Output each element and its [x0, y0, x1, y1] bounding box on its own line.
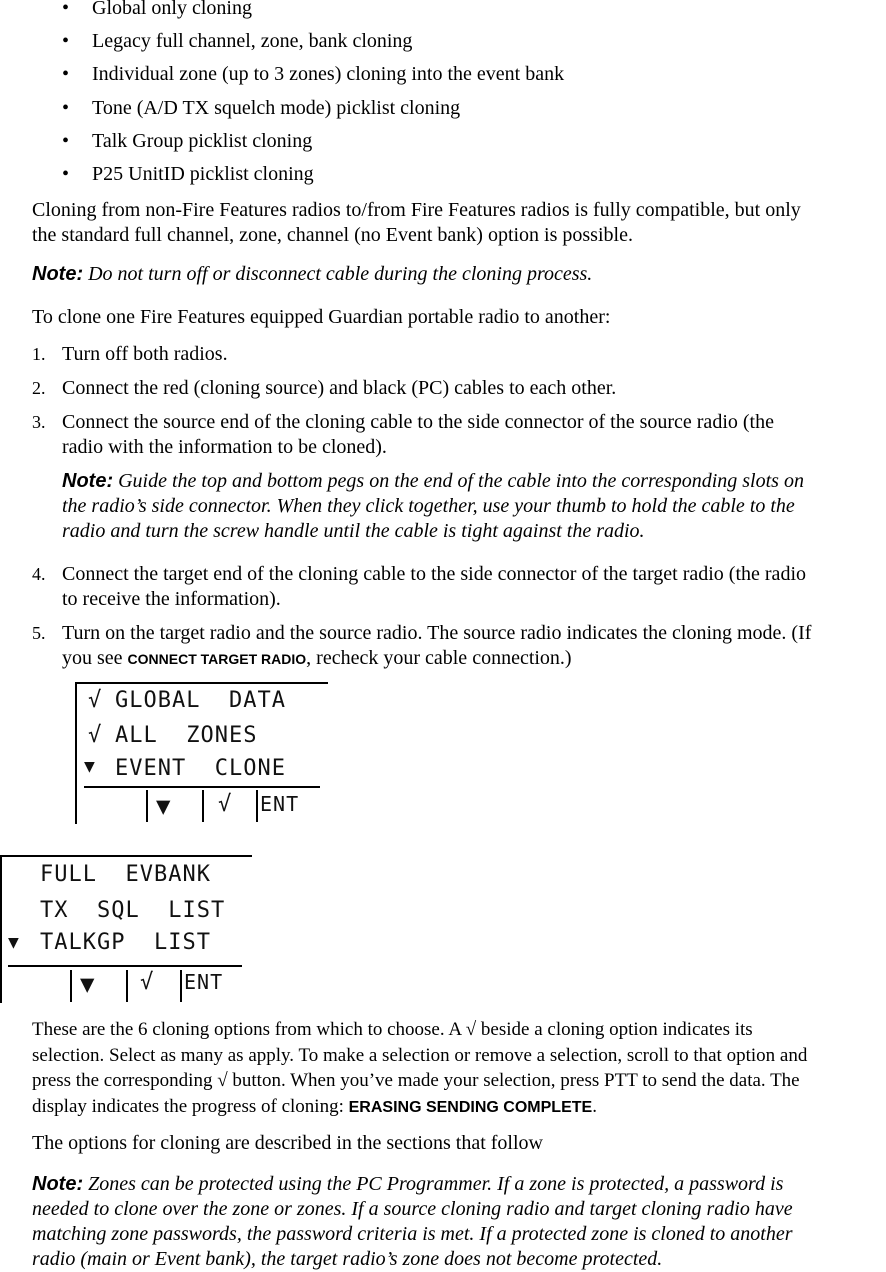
display-left-border: [75, 682, 77, 824]
display-left-border: [0, 855, 2, 1003]
compat-line: Cloning from non-Fire Features radios to/from Fire Features radios is fully compatible, but only: [32, 199, 801, 221]
step-line: radio with the information to be cloned).: [62, 436, 387, 458]
softkey-divider: [84, 786, 320, 788]
display-option-talkgp-list: TALKGP LIST: [40, 930, 211, 955]
note-text: radio and turn the screw handle until the cable is tight against the radio.: [62, 520, 645, 542]
ent-softkey-label: ENT: [260, 792, 300, 816]
note-text: Zones can be protected using the PC Programmer. If a zone is protected, a password is: [83, 1173, 784, 1195]
compat-paragraph: [32, 198, 801, 248]
display-option-full-evbank: FULL EVBANK: [40, 862, 211, 887]
progress-message: ERASING SENDING COMPLETE: [348, 1098, 593, 1116]
note-label: Note:: [62, 470, 114, 492]
display-option-all-zones: ALL ZONES: [115, 723, 258, 748]
bullet-item: Global only cloning: [92, 0, 252, 19]
options-line: display indicates the progress of cloning:: [32, 1095, 349, 1117]
bullet-glyph: •: [62, 0, 70, 19]
softkey-separator: [180, 970, 182, 1002]
options-line: press the corresponding √ button. When you’ve made your selection, press PTT to send the data. The: [32, 1070, 800, 1091]
step-line: Connect the source end of the cloning cable to the side connector of the source radio (the: [62, 411, 774, 433]
options-line: .: [592, 1095, 597, 1117]
bullet-glyph: •: [62, 63, 70, 85]
bullet-item: P25 UnitID picklist cloning: [92, 163, 314, 185]
select-check-softkey-icon: √: [218, 792, 233, 817]
arrow-down-icon: ▼: [8, 932, 20, 953]
select-check-softkey-icon: √: [140, 970, 155, 995]
step-4-text: [62, 562, 806, 612]
bullet-item: Talk Group picklist cloning: [92, 130, 313, 152]
step-number: 2.: [32, 378, 46, 398]
softkey-separator: [70, 970, 72, 1002]
bullet-glyph: •: [62, 163, 70, 185]
display-option-global-data: GLOBAL DATA: [115, 688, 286, 713]
step-line: Connect the target end of the cloning cable to the side connector of the target radio (the radio: [62, 563, 806, 585]
softkey-separator: [146, 790, 148, 822]
scroll-down-softkey-icon: ▼: [80, 970, 96, 998]
softkey-separator: [126, 970, 128, 1002]
note-text: the radio’s side connector. When they click together, use your thumb to hold the cable to the: [62, 495, 795, 517]
bullet-item: Tone (A/D TX squelch mode) picklist cloning: [92, 97, 461, 119]
step-line: to receive the information).: [62, 588, 281, 610]
note-text: matching zone passwords, the password criteria is met. If a protected zone is cloned to another: [32, 1223, 793, 1245]
sections-follow: The options for cloning are described in the sections that follow: [32, 1132, 543, 1154]
step-2-text: Connect the red (cloning source) and black (PC) cables to each other.: [62, 377, 617, 399]
bullet-glyph: •: [62, 130, 70, 152]
options-line: selection. Select as many as apply. To make a selection or remove a selection, scroll to that option and: [32, 1044, 808, 1066]
ent-softkey-label: ENT: [184, 970, 224, 994]
note-text: radio (main or Event bank), the target radio’s zone does not become protected.: [32, 1248, 663, 1270]
check-icon: √: [88, 688, 103, 713]
note-text: needed to clone over the zone or zones. If a source cloning radio and target cloning radio have: [32, 1198, 793, 1220]
options-line: These are the 6 cloning options from which to choose. A √ beside a cloning option indicates its: [32, 1019, 753, 1040]
step-line: Turn on the target radio and the source radio. The source radio indicates the cloning mode. (If: [62, 622, 812, 644]
bullet-glyph: •: [62, 97, 70, 119]
options-paragraph: [32, 1017, 807, 1120]
softkey-separator: [202, 790, 204, 822]
bullet-glyph: •: [62, 30, 70, 52]
step-number: 3.: [32, 412, 46, 432]
step-1-text: Turn off both radios.: [62, 343, 228, 365]
cable-note: [32, 262, 592, 287]
bullet-item: Legacy full channel, zone, bank cloning: [92, 30, 413, 52]
clone-intro: To clone one Fire Features equipped Guardian portable radio to another:: [32, 306, 611, 328]
bullet-item: Individual zone (up to 3 zones) cloning into the event bank: [92, 63, 565, 85]
step-number: 1.: [32, 344, 46, 364]
note-text: Do not turn off or disconnect cable during the cloning process.: [83, 263, 593, 285]
step-number: 5.: [32, 623, 46, 643]
step-line: you see: [62, 647, 128, 669]
note-text: Guide the top and bottom pegs on the end of the cable into the corresponding slots on: [113, 470, 804, 492]
note-label: Note:: [32, 263, 84, 285]
compat-line: the standard full channel, zone, channel (no Event bank) option is possible.: [32, 224, 633, 246]
step-3-note: [62, 469, 804, 544]
display-message: CONNECT TARGET RADIO: [127, 651, 307, 667]
step-3-text: [62, 410, 774, 460]
zone-protection-note: [32, 1172, 793, 1272]
display-option-event-clone: EVENT CLONE: [115, 756, 286, 781]
display-top-border: [76, 682, 328, 684]
step-5-text: [62, 621, 811, 672]
arrow-down-icon: ▼: [84, 756, 96, 777]
check-icon: √: [88, 723, 103, 748]
step-line: , recheck your cable connection.): [306, 647, 572, 669]
step-number: 4.: [32, 564, 46, 584]
display-top-border: [0, 855, 252, 857]
note-label: Note:: [32, 1173, 84, 1195]
display-option-tx-sql-list: TX SQL LIST: [40, 898, 226, 923]
scroll-down-softkey-icon: ▼: [156, 792, 172, 820]
softkey-separator: [256, 790, 258, 822]
softkey-divider: [8, 965, 242, 967]
